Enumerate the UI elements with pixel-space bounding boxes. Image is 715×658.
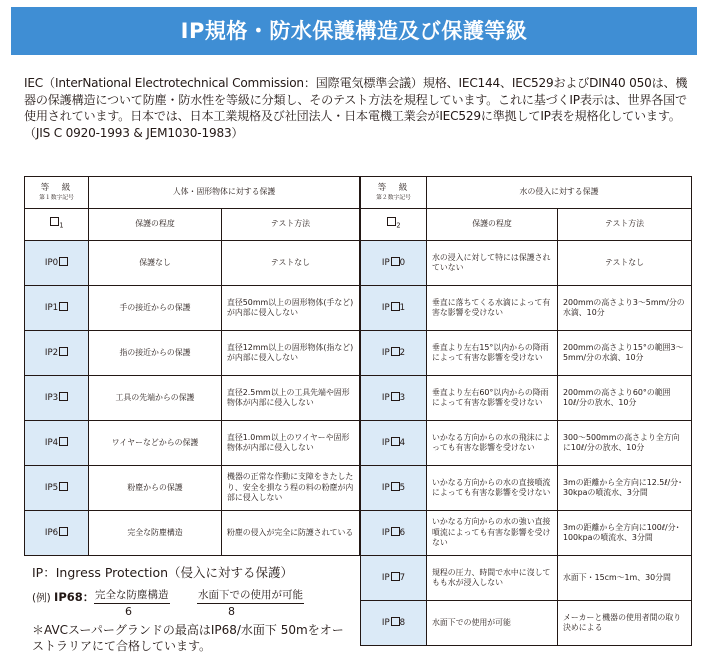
test-cell: 機器の正常な作動に支障をきたしたり、安全を損なう程の料の粉塵が内部に侵入しない [222, 466, 360, 511]
degree-cell: いかなる方向からの水の直接噴流によっても有害な影響を受けない [427, 466, 558, 511]
degree-cell: 手の接近からの保護 [89, 286, 222, 331]
test-cell: 300～500mmの高さより全方向に10ℓ/分の放水、10分 [558, 421, 692, 466]
grade-code: IP 4 [361, 421, 427, 466]
digit-box-icon [391, 302, 400, 311]
column-header-test: テスト方法 [222, 209, 360, 241]
grade-code: IP 2 [361, 331, 427, 376]
degree-cell: 水の浸入に対して特には保護されていない [427, 241, 558, 286]
digit-placeholder-cell [361, 209, 427, 241]
group-header: 水の侵入に対する保護 [427, 177, 692, 209]
digit-box-icon [391, 437, 400, 446]
grade-sub-label: 第２数字記号 [376, 195, 411, 201]
digit-box-icon [59, 347, 68, 356]
test-cell: 直径50mm以上の固形物体(手など)が内部に侵入しない [222, 286, 360, 331]
degree-cell: 規程の圧力、時間で水中に沒してもも水が浸入しない [427, 556, 558, 601]
digit-box-icon [391, 392, 400, 401]
table-row [361, 241, 692, 286]
table-row [25, 331, 360, 376]
degree-cell: ワイヤーなどからの保護 [89, 421, 222, 466]
table-row [361, 331, 692, 376]
notes-section [32, 565, 352, 654]
test-cell: 直径12mm以上の固形物体(指など)が内部に侵入しない [222, 331, 360, 376]
page-title: IP規格・防水保護構造及び保護等級 [180, 19, 528, 43]
degree-cell: 垂直より左右15°以内からの降雨によって有害な影響を受けない [427, 331, 558, 376]
grade-code: IP 0 [361, 241, 427, 286]
degree-cell: 完全な防塵構造 [89, 511, 222, 556]
digit-box-icon [59, 482, 68, 491]
avc-note: ＊AVCスーパーグランドの最高はIP68/水面下 50mをオーストラリアにて合格しています。 [32, 623, 344, 653]
example-digit-2: 8 [228, 605, 235, 618]
table-row [361, 466, 692, 511]
table-row [361, 511, 692, 556]
grade-code: IP4 [25, 421, 89, 466]
column-header-degree: 保護の程度 [89, 209, 222, 241]
grade-sub-label: 第１数字記号 [39, 195, 74, 201]
group-header: 人体・固形物体に対する保護 [89, 177, 360, 209]
digit-box-icon [391, 347, 400, 356]
degree-cell: 垂直より左右60°以内からの降雨によって有害な影響を受けない [427, 376, 558, 421]
grade-code: IP2 [25, 331, 89, 376]
column-header-degree: 保護の程度 [427, 209, 558, 241]
table-row [25, 421, 360, 466]
digit-box-icon [59, 257, 68, 266]
table-row [361, 556, 692, 601]
digit-box-icon [391, 617, 400, 626]
column-header-test: テスト方法 [558, 209, 692, 241]
grade-code: IP 3 [361, 376, 427, 421]
test-cell: 水面下・15cm～1m、30分間 [558, 556, 692, 601]
digit-sub: 2 [396, 222, 401, 231]
example-term-submersible: 水面下での使用が可能 [197, 587, 304, 604]
digit-sub: 1 [59, 222, 64, 231]
table-row [25, 511, 360, 556]
test-cell: 3mの距離から全方向に100ℓ/分･100kpaの噴流水、3分間 [558, 511, 692, 556]
table-row [25, 241, 360, 286]
table-row [25, 466, 360, 511]
test-cell: 200mmの高さより60°の範囲10ℓ/分の放水、10分 [558, 376, 692, 421]
example-digit-1: 6 [125, 605, 132, 618]
grade-header-cell [25, 177, 89, 209]
degree-cell: 保護なし [89, 241, 222, 286]
table-header-row [25, 177, 360, 209]
test-cell: 直径1.0mm以上のワイヤーや固形物体が内部に侵入しない [222, 421, 360, 466]
grade-code: IP3 [25, 376, 89, 421]
degree-cell: 水面下での使用が可能 [427, 601, 558, 646]
ip-definition: IP：Ingress Protection（侵入に対する保護） [32, 565, 294, 580]
test-cell: 3mの距離から全方向に12.5ℓ/分･30kpaの噴流水、3分間 [558, 466, 692, 511]
grade-code: IP1 [25, 286, 89, 331]
degree-cell: いかなる方向からの水の強い直接噴流によっても有害な影響を受けない [427, 511, 558, 556]
grade-code: IP 8 [361, 601, 427, 646]
grade-code: IP6 [25, 511, 89, 556]
digit-box-icon [391, 482, 400, 491]
test-cell: 200mmの高さより15°の範囲3～5mm/分の水滴、10分 [558, 331, 692, 376]
degree-cell: 粉塵からの保護 [89, 466, 222, 511]
digit-placeholder-cell [25, 209, 89, 241]
grade-label: 等 級 [40, 183, 73, 193]
grade-code: IP 1 [361, 286, 427, 331]
digit-box-icon [391, 527, 400, 536]
grade-code: IP0 [25, 241, 89, 286]
grade-code: IP 6 [361, 511, 427, 556]
digit-box-icon [59, 527, 68, 536]
digit-box-icon [391, 257, 400, 266]
grade-label: 等 級 [377, 183, 410, 193]
example-label: (例) IP68： [32, 590, 95, 604]
test-cell: テストなし [558, 241, 692, 286]
digit-box-icon [59, 392, 68, 401]
degree-cell: 指の接近からの保護 [89, 331, 222, 376]
digit-box-icon [59, 437, 68, 446]
intro-paragraph: IEC（InterNational Electrotechnical Commission：国際電気標準会議）規格、IEC144、IEC529およびDIN40 050は、機器の保護構造について防塵・防水性を等級に分類し、そのテスト方法を規程しています。これに基づくIP表示は、世界各国で使用されています。日本では、日本工業規格及び社団法人・日本電機工業会がIEC529に準拠してIP表を規格化しています。（JIS C 0920-1993 & JEM1030-1983） [24, 76, 688, 140]
protection-solid-table [24, 176, 360, 556]
table-header-row [361, 177, 692, 209]
grade-code: IP5 [25, 466, 89, 511]
example-term-dustproof: 完全な防塵構造 [94, 587, 170, 604]
table-row [361, 601, 692, 646]
degree-cell: 工具の先端からの保護 [89, 376, 222, 421]
grade-code: IP 5 [361, 466, 427, 511]
protection-water-table [360, 176, 692, 646]
degree-cell: いかなる方向からの水の飛沫によっても有害な影響を受けない [427, 421, 558, 466]
table-column-row [25, 209, 360, 241]
table-row [361, 421, 692, 466]
example-code: IP68： [54, 590, 95, 604]
test-cell: メーカーと機器の使用者間の取り決めによる [558, 601, 692, 646]
table-row [361, 376, 692, 421]
test-cell: 粉塵の侵入が完全に防護されている [222, 511, 360, 556]
digit-box-icon [59, 302, 68, 311]
degree-cell: 垂直に落ちてくる水滴によって有害な影響を受けない [427, 286, 558, 331]
table-column-row [361, 209, 692, 241]
test-cell: 200mmの高さより3～5mm/分の水滴、10分 [558, 286, 692, 331]
table-row [25, 376, 360, 421]
test-cell: 直径2.5mm以上の工具先端や固形物体が内部に侵入しない [222, 376, 360, 421]
grade-code: IP 7 [361, 556, 427, 601]
ip68-example [32, 587, 352, 621]
table-row [25, 286, 360, 331]
page-title-banner [11, 7, 697, 55]
grade-header-cell [361, 177, 427, 209]
test-cell: テストなし [222, 241, 360, 286]
table-row [361, 286, 692, 331]
digit-box-icon [391, 572, 400, 581]
